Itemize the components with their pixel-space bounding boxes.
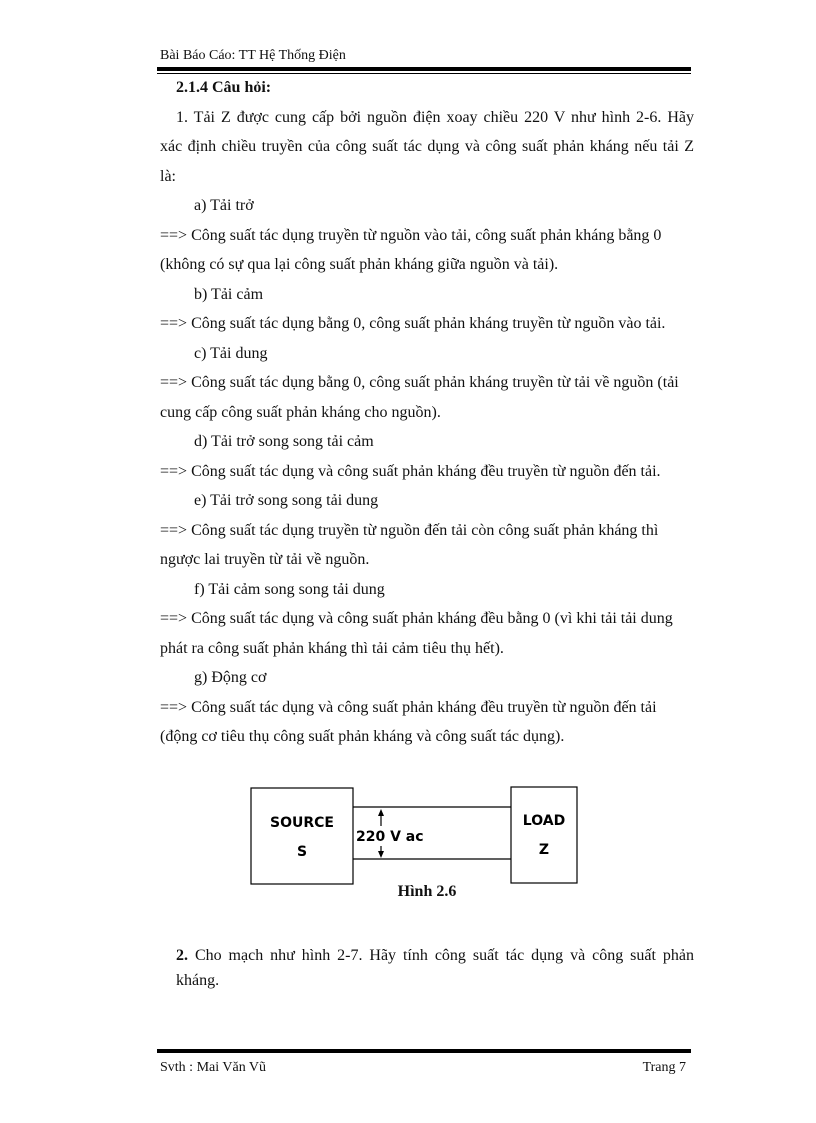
voltage-arrow-up-head: [378, 809, 384, 816]
header-title: Bài Báo Cáo: TT Hệ Thống Điện: [160, 48, 346, 63]
section-title: 2.1.4 Câu hỏi:: [176, 79, 272, 96]
item-label-a: a) Tải trở: [194, 197, 254, 214]
item-label-f: f) Tải cảm song song tải dung: [194, 580, 385, 598]
load-label: LOAD: [522, 813, 566, 829]
q2-paragraph: [160, 943, 694, 993]
figure-caption: Hình 2.6: [397, 883, 457, 900]
item-answer-d-1: ==> Công suất tác dụng và công suất phản kháng đều truyền từ nguồn đến tải.: [160, 462, 661, 480]
load-symbol: Z: [538, 842, 550, 858]
item-answer-e-2: ngược lai truyền từ tải về nguồn.: [160, 551, 370, 568]
source-box: [251, 788, 353, 884]
item-label-g: g) Động cơ: [194, 669, 267, 686]
source-symbol: S: [296, 844, 308, 860]
item-label-e: e) Tải trở song song tải dung: [194, 492, 379, 509]
item-answer-g-1: ==> Công suất tác dụng và công suất phản kháng đều truyền từ nguồn đến tải: [160, 698, 657, 716]
item-answer-f-2: phát ra công suất phản kháng thì tải cảm tiêu thụ hết).: [160, 639, 504, 657]
load-box: [511, 787, 577, 883]
item-answer-f-1: ==> Công suất tác dụng và công suất phản kháng đều bằng 0 (vì khi tải tải dung: [160, 610, 673, 627]
item-answer-a-1: ==> Công suất tác dụng truyền từ nguồn vào tải, công suất phản kháng bằng 0: [160, 226, 662, 244]
q1-line-2: xác định chiều truyền của công suất tác dụng và công suất phản kháng nếu tải Z: [160, 138, 694, 155]
footer-page-number: Trang 7: [642, 1060, 686, 1075]
item-label-b: b) Tải cảm: [194, 285, 264, 303]
voltage-label: 220 V ac: [356, 829, 424, 845]
q2-text: Cho mạch như hình 2-7. Hãy tính công suất tác dụng và công suất phản kháng.: [176, 947, 694, 989]
item-answer-a-2: (không có sự qua lại công suất phản kháng giữa nguồn và tải).: [160, 256, 559, 273]
q2-number: 2.: [176, 947, 188, 964]
footer-rule: [157, 1049, 691, 1053]
q1-line-1: 1. Tải Z được cung cấp bởi nguồn điện xoay chiều 220 V như hình 2-6. Hãy: [176, 108, 694, 126]
item-label-d: d) Tải trở song song tải cảm: [194, 433, 374, 450]
item-answer-e-1: ==> Công suất tác dụng truyền từ nguồn đến tải còn công suất phản kháng thì: [160, 521, 659, 539]
footer-author: Svth : Mai Văn Vũ: [160, 1060, 267, 1075]
item-answer-g-2: (động cơ tiêu thụ công suất phản kháng và công suất tác dụng).: [160, 728, 565, 745]
q1-line-3: là:: [160, 167, 176, 185]
item-label-c: c) Tải dung: [194, 344, 268, 362]
voltage-arrow-down-head: [378, 851, 384, 858]
item-answer-b-1: ==> Công suất tác dụng bằng 0, công suất phản kháng truyền từ nguồn vào tải.: [160, 315, 666, 332]
item-answer-c-1: ==> Công suất tác dụng bằng 0, công suất phản kháng truyền từ tải về nguồn (tải: [160, 374, 679, 391]
source-label: SOURCE: [270, 815, 334, 831]
item-answer-c-2: cung cấp công suất phản kháng cho nguồn).: [160, 403, 441, 421]
